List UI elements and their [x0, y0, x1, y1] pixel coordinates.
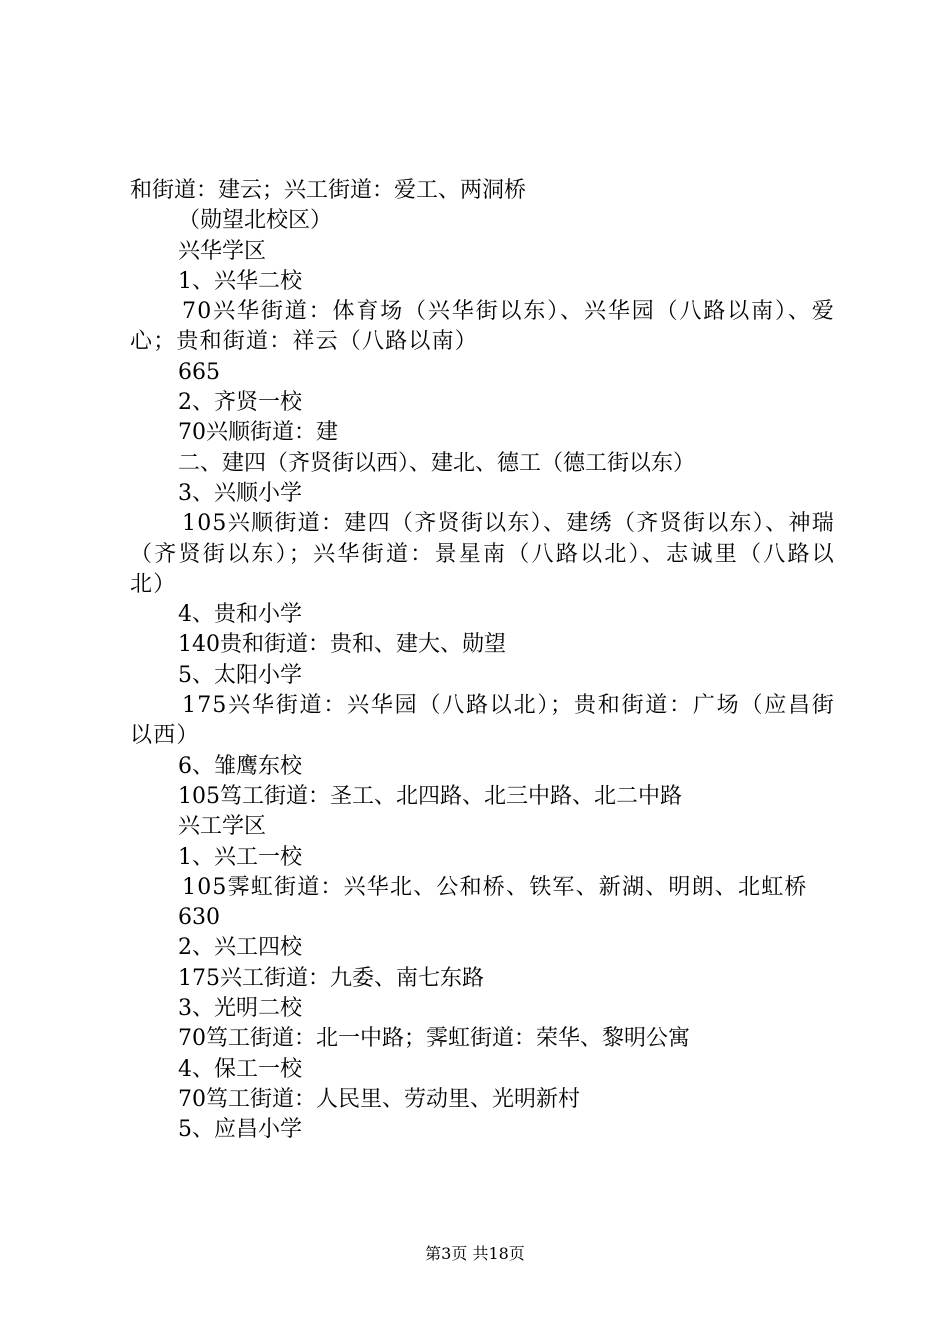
text-line: 和街道：建云；兴工街道：爱工、两洞桥 [130, 178, 527, 203]
school-district-text: 二、建四（齐贤街以西）、建北、德工（德工街以东） [178, 450, 696, 476]
section-heading: 兴华学区 [178, 238, 267, 264]
school-name: 1、兴华二校 [178, 268, 302, 294]
school-name: 5、太阳小学 [178, 662, 302, 688]
school-district-text: 105兴顺街道：建四（齐贤街以东）、建绣（齐贤街以东）、神瑞（齐贤街以东）；兴华街道：景星南（八路以北）、志诚里（八路以北） [130, 511, 835, 597]
text-line: 630 [178, 905, 220, 931]
school-district-text: 70笃工街道：北一中路；霁虹街道：荣华、黎明公寓 [178, 1026, 690, 1052]
text-line: （勋望北校区） [178, 208, 333, 234]
school-name: 2、齐贤一校 [178, 390, 302, 416]
school-name: 4、贵和小学 [178, 602, 302, 628]
school-name: 5、应昌小学 [178, 1117, 302, 1143]
school-name: 6、雏鹰东校 [178, 753, 302, 779]
school-name: 3、兴顺小学 [178, 480, 302, 506]
school-name: 2、兴工四校 [178, 935, 302, 961]
text-line: 665 [178, 359, 220, 385]
school-district-text: 105笃工街道：圣工、北四路、北三中路、北二中路 [178, 783, 682, 809]
school-district-text: 175兴工街道：九委、南七东路 [178, 965, 484, 991]
school-name: 4、保工一校 [178, 1056, 302, 1082]
school-name: 3、光明二校 [178, 996, 302, 1022]
school-district-text: 70兴顺街道：建 [178, 420, 338, 446]
school-name: 1、兴工一校 [178, 844, 302, 870]
school-district-text: 175兴华街道：兴华园（八路以北）；贵和街道：广场（应昌街以西） [130, 693, 835, 749]
section-heading: 兴工学区 [178, 814, 267, 840]
school-district-text: 70笃工街道：人民里、劳动里、光明新村 [178, 1086, 580, 1112]
page-footer: 第3页 共18页 [425, 1244, 525, 1263]
school-district-text: 105霁虹街道：兴华北、公和桥、铁军、新湖、明朗、北虹桥 [182, 874, 808, 900]
school-district-text: 70兴华街道：体育场（兴华街以东）、兴华园（八路以南）、爱心；贵和街道：祥云（八路以南） [130, 299, 835, 355]
document-body [130, 176, 835, 1146]
school-district-text: 140贵和街道：贵和、建大、勋望 [178, 632, 506, 658]
